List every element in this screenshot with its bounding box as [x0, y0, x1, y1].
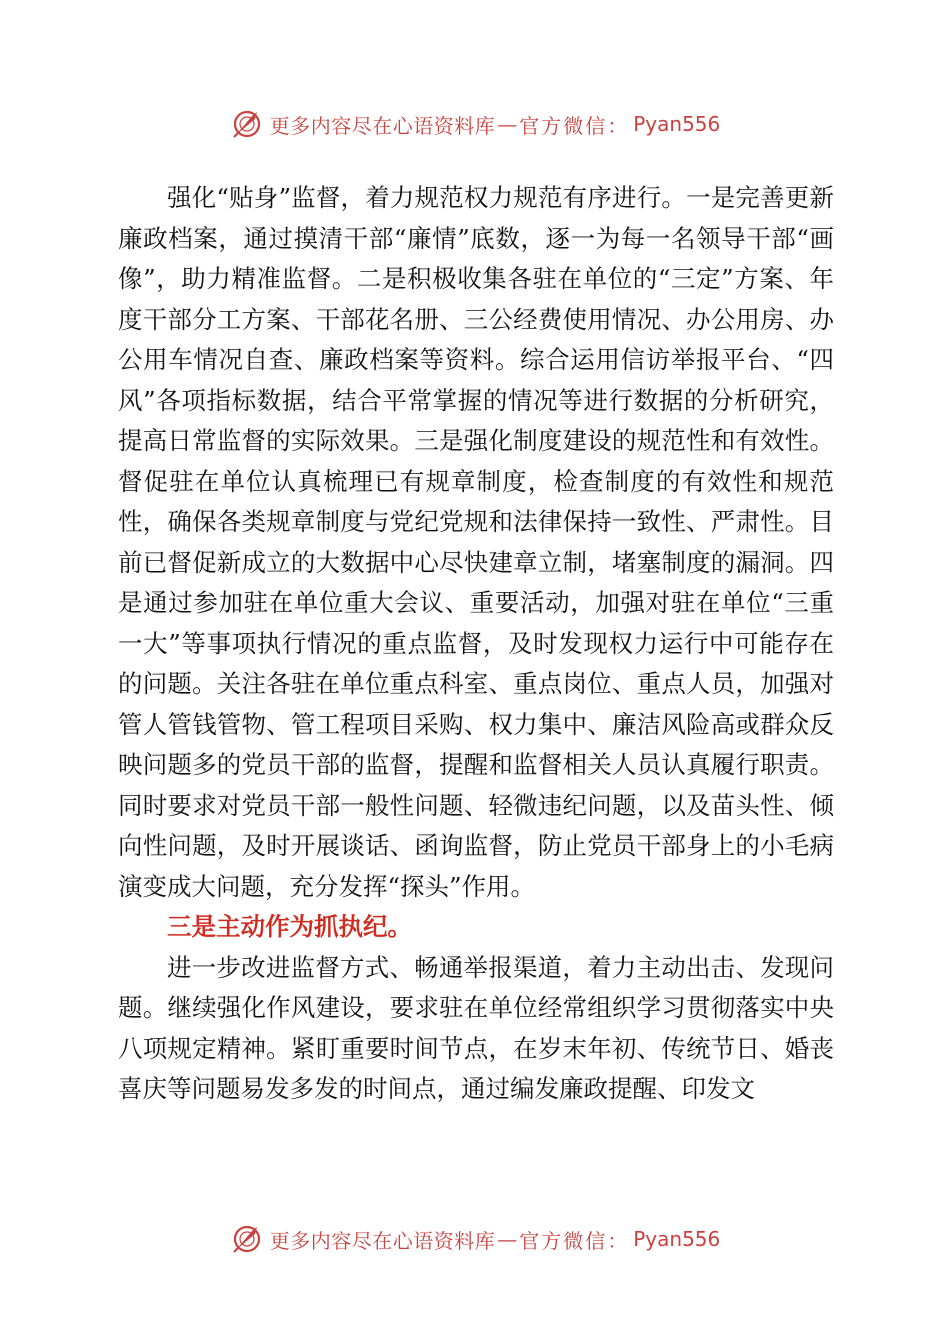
header-watermark	[0, 104, 950, 144]
footer-watermark	[0, 1219, 950, 1259]
pen-nib-logo-icon	[230, 106, 266, 142]
watermark-label: 官方微信：	[519, 113, 630, 138]
watermark-separator: —	[497, 112, 518, 136]
pen-nib-logo-icon	[230, 1221, 266, 1257]
document-body	[118, 178, 834, 1110]
body-paragraph: 强化“贴身”监督，着力规范权力规范有序进行。一是完善更新廉政档案，通过摸清干部“廉情”底数，逐一为每一名领导干部“画像”，助力精准监督。二是积极收集各驻在单位的“三定”方案、年度干部分工方案、干部花名册、三公经费使用情况、办公用房、办公用车情况自查、廉政档案等资料。综合运用信访举报平台、“四风”各项指标数据，结合平常掌握的情况等进行数据的分析研究，提高日常监督的实际效果。三是强化制度建设的规范性和有效性。督促驻在单位认真梳理已有规章制度，检查制度的有效性和规范性，确保各类规章制度与党纪党规和法律保持一致性、严肃性。目前已督促新成立的大数据中心尽快建章立制，堵塞制度的漏洞。四是通过参加驻在单位重大会议、重要活动，加强对驻在单位“三重一大”等事项执行情况的重点监督，及时发现权力运行中可能存在的问题。关注各驻在单位重点科室、重点岗位、重点人员，加强对管人管钱管物、管工程项目采购、权力集中、廉洁风险高或群众反映问题多的党员干部的监督，提醒和监督相关人员认真履行职责。同时要求对党员干部一般性问题、轻微违纪问题，以及苗头性、倾向性问题，及时开展谈话、函询监督，防止党员干部身上的小毛病演变成大问题，充分发挥“探头”作用。	[118, 183, 834, 901]
watermark-separator: —	[497, 1227, 518, 1251]
watermark-wechat-id: Pyan556	[633, 112, 721, 136]
section-heading: 三是主动作为抓执纪。	[167, 912, 412, 941]
watermark-main-text: 更多内容尽在心语资料库	[269, 113, 496, 138]
watermark-main-text: 更多内容尽在心语资料库	[269, 1228, 496, 1253]
body-paragraph: 进一步改进监督方式、畅通举报渠道，着力主动出击、发现问题。继续强化作风建设，要求驻在单位经常组织学习贯彻落实中央八项规定精神。紧盯重要时间节点，在岁末年初、传统节日、婚丧喜庆等问题易发多发的时间点，通过编发廉政提醒、印发文	[118, 952, 834, 1103]
watermark-wechat-id: Pyan556	[633, 1227, 721, 1251]
watermark-label: 官方微信：	[519, 1228, 630, 1253]
